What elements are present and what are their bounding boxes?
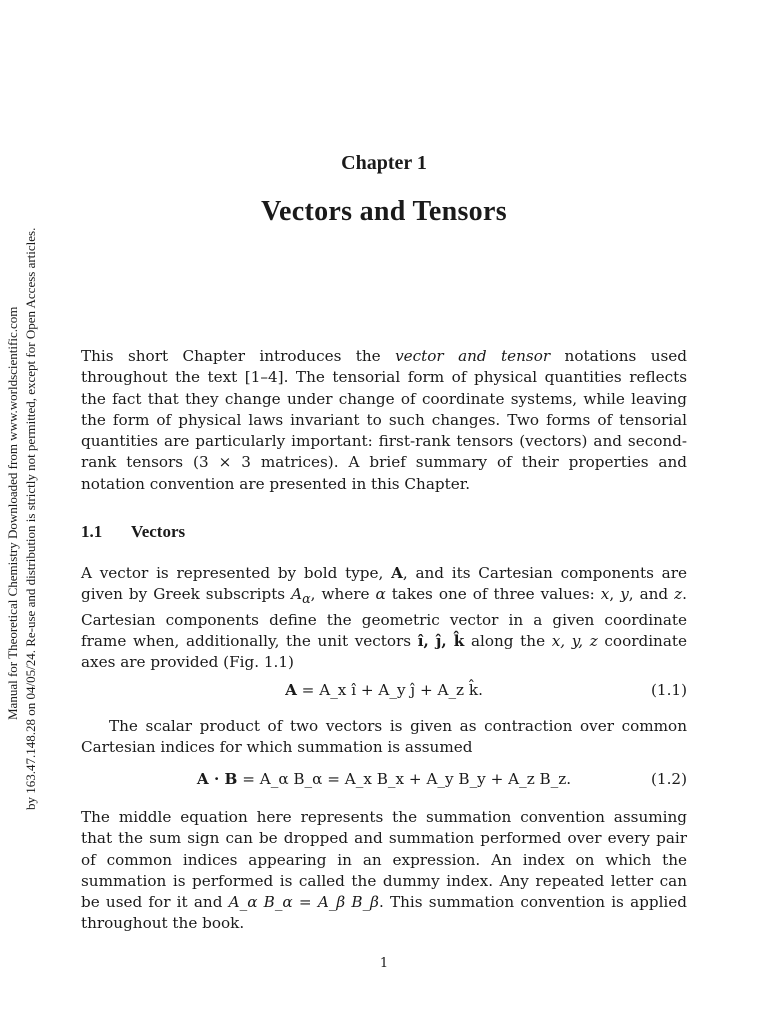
section-number: 1.1 [81, 522, 103, 541]
page-number: 1 [379, 956, 389, 971]
download-notice-line-2: by 163.47.148.28 on 04/05/24. Re-use and distribution is strictly not permitted, except for Open Access articles. [23, 227, 38, 810]
emphasis-vector-and-tensor: vector and tensor [395, 347, 551, 365]
summation-paragraph: The middle equation here represents the summation convention assuming that the sum sign can be dropped and summation performed over every pair of common indices appearing in an expression. An index on which the summation is performed is called the dummy index. Any repeated letter can be used for it and A_α B_α = A_β B_β. This summation convention is applied throughout the book. [81, 808, 687, 933]
section-title: Vectors [131, 522, 186, 541]
vectors-paragraph: A vector is represented by bold type, A, and its Cartesian components are given by Greek subscripts $A_\alpha$, where α takes one of three values: x, y, and z. Cartesian components define the geometric vector in a given coordinate frame when, additionally, the unit vectors î, ĵ, k̂ along the x, y, z coordinate axes are provided (Fig. 1.1) [81, 564, 687, 672]
download-notice-line-1: Manual for Theoretical Chemistry Downloaded from www.worldscientific.com [5, 306, 20, 720]
equation-1-2 [81, 770, 687, 794]
equation-1-2-math: A · B = A_α B_α = A_x B_x + A_y B_y + A_z B_z. [196, 770, 572, 788]
equation-1-2-number: (1.2) [650, 770, 687, 788]
equation-1-1-number: (1.1) [650, 681, 687, 699]
chapter-title: Vectors and Tensors [261, 196, 507, 227]
section-heading-vectors [81, 522, 185, 542]
intro-paragraph: This short Chapter introduces the vector and tensor notations used throughout the text [1–4]. The tensorial form of physical quantities reflects the fact that they change under change of coordinate systems, while leaving the form of physical laws invariant to such changes. Two forms of tensorial quantities are particularly important: first-rank tensors (vectors) and second-rank tensors (3 × 3 matrices). A brief summary of their properties and notation convention are presented in this Chapter. [81, 347, 688, 493]
equation-1-1-math: A = A_x î + A_y ĵ + A_z k̂. [285, 681, 483, 699]
equation-1-1 [81, 681, 687, 705]
chapter-label: Chapter 1 [341, 152, 427, 174]
inline-math-dummy-index: A_α B_α = A_β B_β [228, 893, 379, 912]
scalar-product-paragraph: The scalar product of two vectors is given as contraction over common Cartesian indices for which summation is assumed [81, 717, 687, 757]
